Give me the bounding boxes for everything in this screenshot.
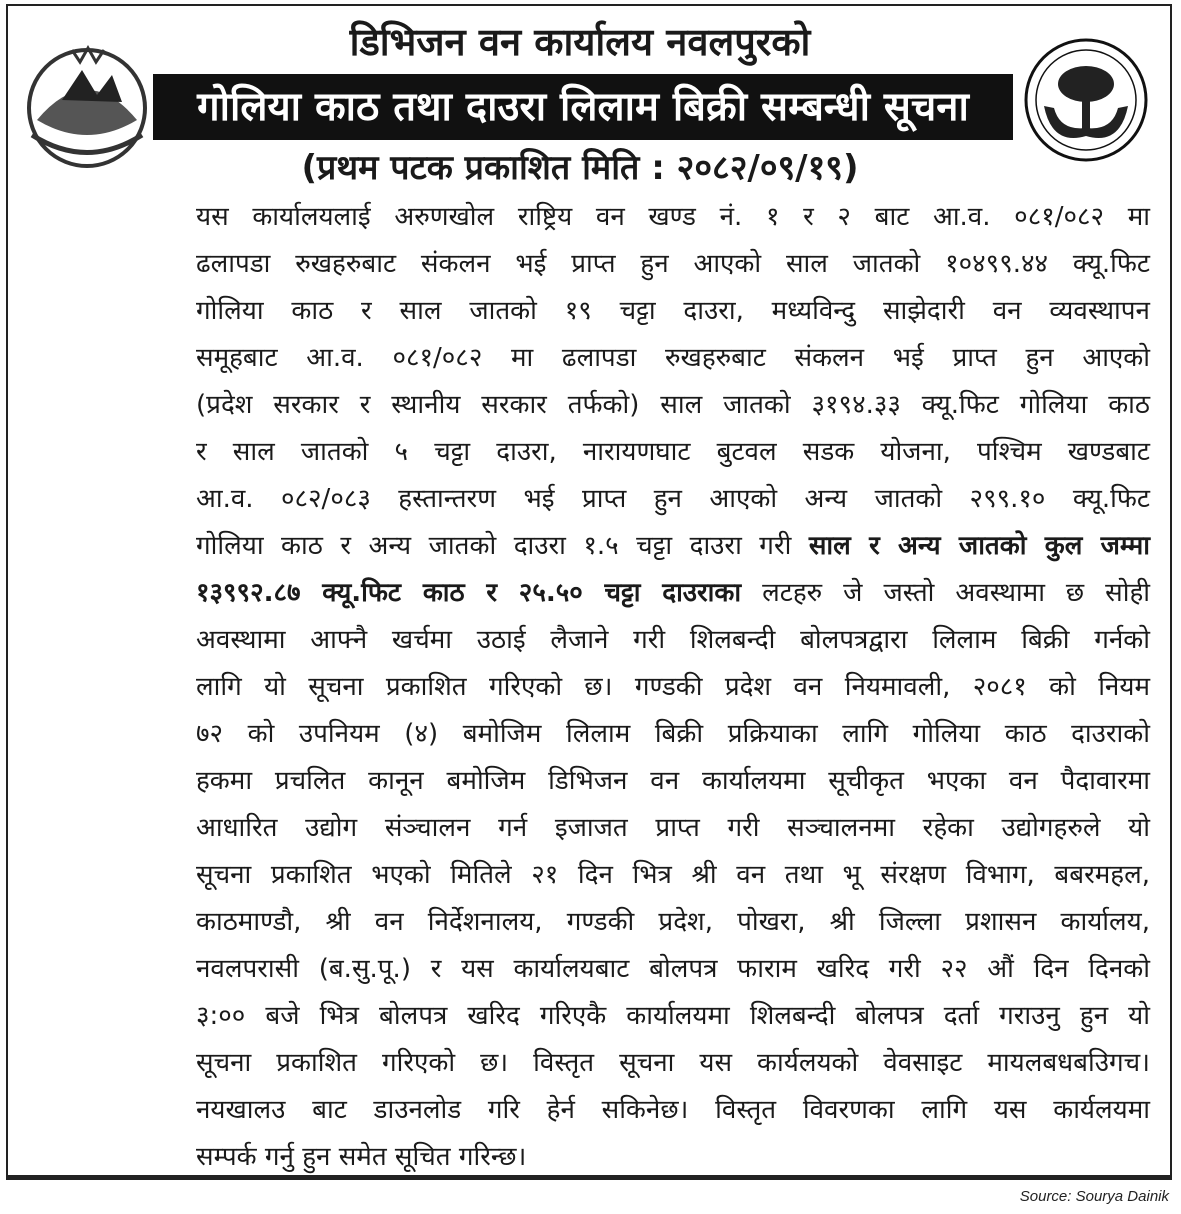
notice-body (196, 194, 1150, 1181)
body-line: ७२ को उपनियम (४) बमोजिम लिलाम बिक्री प्रक्रियाका लागि गोलिया काठ दाउराको (196, 719, 1150, 749)
body-line: गोलिया काठ र साल जातको १९ चट्टा दाउरा, मध्यविन्दु साझेदारी वन व्यवस्थापन (196, 296, 1150, 326)
total-quantity-bold: साल र अन्य जातको कुल जम्मा (808, 531, 1150, 561)
total-quantity-bold: १३९९२.८७ क्यू.फिट काठ र २५.५० चट्टा दाउराका (196, 578, 742, 608)
body-text: लटहरु जे जस्तो अवस्थामा छ सोही (741, 578, 1150, 608)
body-text: गोलिया काठ र अन्य जातको दाउरा १.५ चट्टा दाउरा गरी (196, 531, 809, 561)
body-line: समूहबाट आ.व. ०८१/०८२ मा ढलापडा रुखहरुबाट संकलन भई प्राप्त हुन आएको (196, 343, 1150, 373)
body-line: सूचना प्रकाशित भएको मितिले २१ दिन भित्र श्री वन तथा भू संरक्षण विभाग, बबरमहल, (196, 860, 1150, 890)
body-line: अवस्थामा आफ्नै खर्चमा उठाई लैजाने गरी शिलबन्दी बोलपत्रद्वारा लिलाम बिक्री गर्नको (196, 625, 1150, 655)
body-line: र साल जातको ५ चट्टा दाउरा, नारायणघाट बुटवल सडक योजना, पश्चिम खण्डबाट (196, 437, 1150, 467)
body-line: सम्पर्क गर्नु हुन समेत सूचित गरिन्छ। (196, 1142, 527, 1172)
body-line: ३:०० बजे भित्र बोलपत्र खरिद गरिएकै कार्यालयमा शिलबन्दी बोलपत्र दर्ता गराउनु हुन यो (196, 1001, 1150, 1031)
forest-office-logo-icon (1022, 36, 1150, 164)
body-line: लागि यो सूचना प्रकाशित गरिएको छ। गण्डकी प्रदेश वन नियमावली, २०८१ को नियम (196, 672, 1150, 702)
body-line: काठमाण्डौ, श्री वन निर्देशनालय, गण्डकी प्रदेश, पोखरा, श्री जिल्ला प्रशासन कार्यालय, (196, 907, 1150, 937)
body-line: नवलपरासी (ब.सु.पू.) र यस कार्यालयबाट बोलपत्र फाराम खरिद गरी २२ औं दिन दिनको (196, 954, 1150, 984)
body-line: सूचना प्रकाशित गरिएको छ। विस्तृत सूचना यस कार्यलयको वेवसाइट मायलबधबउिगच। (196, 1048, 1150, 1078)
source-credit: Source: Sourya Dainik (1019, 1188, 1169, 1205)
body-line: (प्रदेश सरकार र स्थानीय सरकार तर्फको) साल जातको ३१९४.३३ क्यू.फिट गोलिया काठ (196, 390, 1150, 420)
body-line: ढलापडा रुखहरुबाट संकलन भई प्राप्त हुन आएको साल जातको १०४९९.४४ क्यू.फिट (196, 249, 1150, 279)
body-line: आधारित उद्योग संञ्चालन गर्न इजाजत प्राप्त गरी सञ्चालनमा रहेका उद्योगहरुले यो (196, 813, 1150, 843)
body-line (196, 523, 1150, 570)
body-line: नयखालउ बाट डाउनलोड गरि हेर्न सकिनेछ। विस्तृत विवरणका लागि यस कार्यलयमा (196, 1095, 1150, 1125)
body-line: आ.व. ०८२/०८३ हस्तान्तरण भई प्राप्त हुन आएको अन्य जातको २९९.१० क्यू.फिट (196, 484, 1150, 514)
body-line (196, 570, 1150, 617)
body-line: यस कार्यालयलाई अरुणखोल राष्ट्रिय वन खण्ड नं. १ र २ बाट आ.व. ०८१/०८२ मा (196, 202, 1150, 232)
publication-date: (प्रथम पटक प्रकाशित मिति : २०८२/०९/१९) (301, 148, 859, 188)
body-line: हकमा प्रचलित कानून बमोजिम डिभिजन वन कार्यालयमा सूचीकृत भएका वन पैदावारमा (196, 766, 1150, 796)
notice-title: गोलिया काठ तथा दाउरा लिलाम बिक्री सम्बन्धी सूचना (153, 74, 1013, 140)
nepal-government-emblem-icon (22, 40, 152, 170)
office-name: डिभिजन वन कार्यालय नवलपुरको (349, 20, 811, 64)
